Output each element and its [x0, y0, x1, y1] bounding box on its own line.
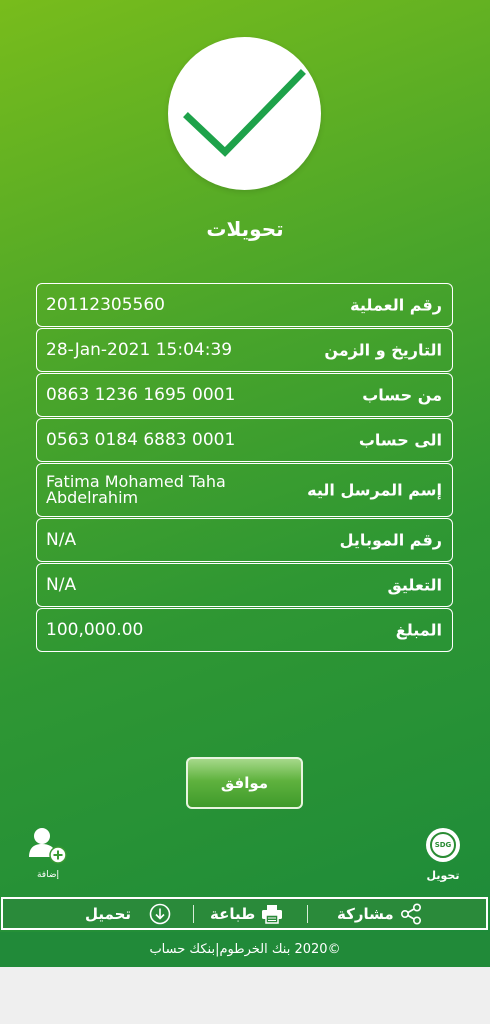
page-title: تحويلات — [206, 217, 284, 241]
download-icon — [149, 903, 171, 925]
row-label: التعليق — [387, 575, 442, 595]
success-badge — [168, 37, 321, 190]
share-button[interactable] — [337, 899, 422, 928]
share-label: مشاركة — [337, 904, 394, 923]
transfer-label: تحويل — [426, 869, 460, 882]
row-value: 0863 1236 1695 0001 — [46, 385, 236, 405]
row-label: رقم العملية — [350, 295, 442, 315]
action-divider — [307, 905, 308, 923]
action-divider — [193, 905, 194, 923]
row-value: N/A — [46, 575, 77, 595]
row-value: N/A — [46, 530, 77, 550]
detail-row-recipient-name — [36, 463, 453, 517]
detail-row-amount — [36, 608, 453, 652]
detail-row-comment — [36, 563, 453, 607]
share-icon — [400, 903, 422, 925]
row-label: من حساب — [362, 385, 442, 405]
row-label: رقم الموبايل — [339, 530, 442, 550]
add-contact-label: إضافة — [36, 870, 59, 880]
check-icon — [168, 37, 321, 190]
row-label: إسم المرسل اليه — [307, 480, 442, 500]
transfer-button[interactable] — [421, 828, 465, 882]
download-button[interactable] — [85, 899, 171, 928]
detail-row-date-time — [36, 328, 453, 372]
detail-row-to-account — [36, 418, 453, 462]
detail-row-mobile-number — [36, 518, 453, 562]
print-icon — [261, 904, 283, 924]
row-label: المبلغ — [395, 620, 442, 640]
row-value: 28-Jan-2021 15:04:39 — [46, 340, 233, 360]
print-label: طباعة — [210, 904, 256, 923]
action-bar — [1, 897, 488, 930]
row-value: 0563 0184 6883 0001 — [46, 430, 236, 450]
footer-text: ©2020 بنك الخرطوم|بنكك حساب — [149, 942, 341, 957]
ok-button[interactable]: موافق — [186, 757, 303, 809]
add-contact-button[interactable] — [26, 826, 70, 880]
sdg-icon — [426, 828, 460, 862]
footer-copyright — [0, 932, 490, 967]
print-button[interactable] — [210, 899, 283, 928]
add-user-icon — [26, 826, 70, 866]
sdg-label: SDG — [430, 832, 456, 858]
row-label: التاريخ و الزمن — [324, 340, 442, 360]
download-label: تحميل — [85, 904, 132, 923]
row-value: 100,000.00 — [46, 620, 144, 640]
row-value: Fatima Mohamed Taha Abdelrahim — [46, 472, 226, 507]
row-label: الى حساب — [358, 430, 442, 450]
detail-row-from-account — [36, 373, 453, 417]
row-value: 20112305560 — [46, 295, 165, 315]
detail-row-transaction-number — [36, 283, 453, 327]
